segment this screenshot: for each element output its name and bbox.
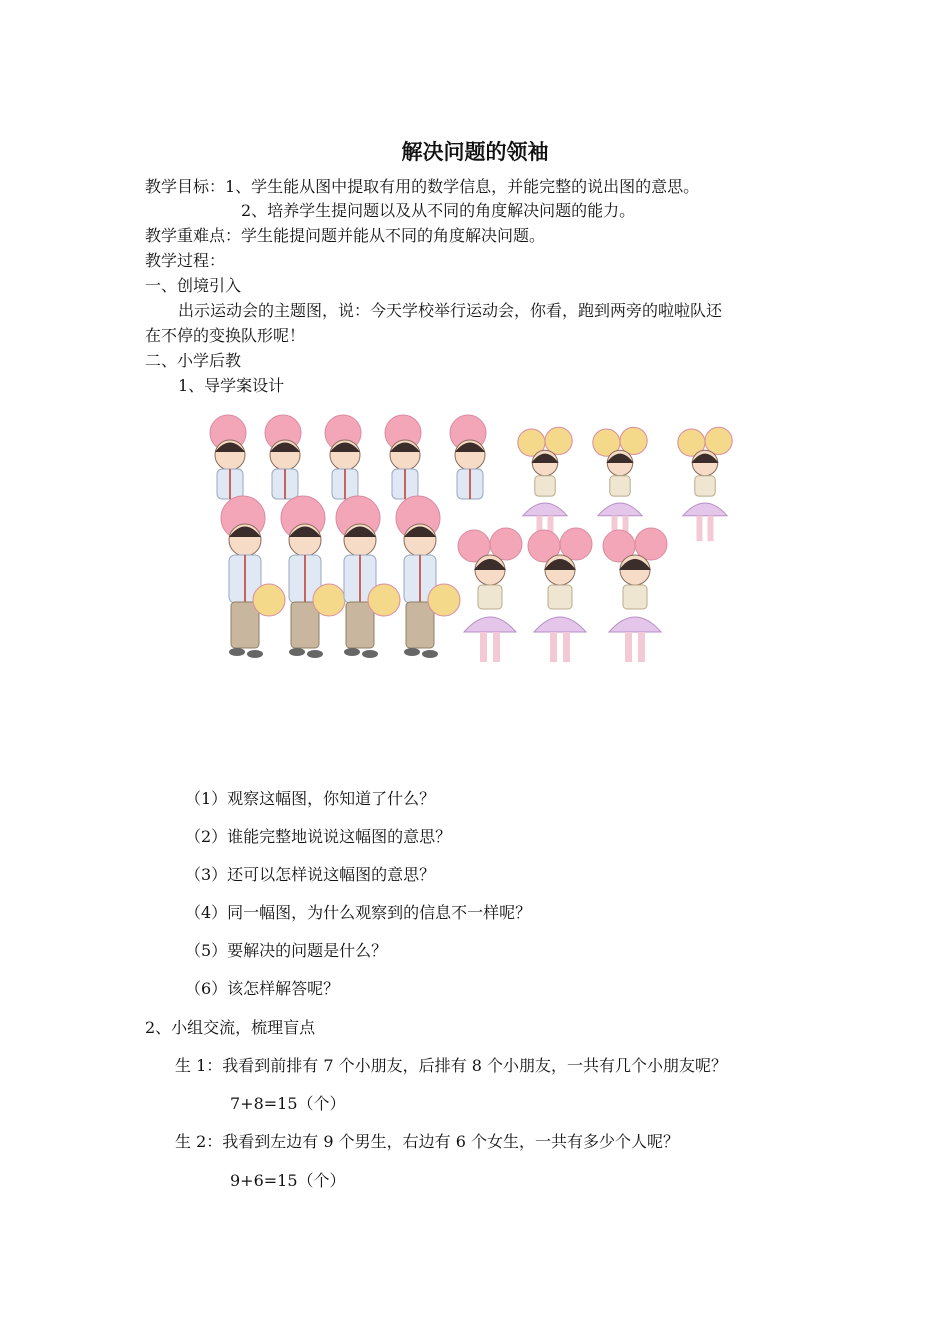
subsection-heading-2: 2、小组交流，梳理盲点 — [145, 1018, 316, 1037]
pompom — [428, 584, 460, 616]
front-boy-3-pants — [346, 602, 374, 648]
front-girl-2-leg — [563, 632, 570, 662]
page-title: 解决问题的领袖 — [401, 140, 549, 164]
student-answer-1: 生 1：我看到前排有 7 个小朋友，后排有 8 个小朋友，一共有几个小朋友呢？ — [175, 1056, 727, 1075]
back-girl-3-top — [695, 476, 715, 496]
pompom — [368, 584, 400, 616]
back-girl-2-top — [610, 476, 630, 496]
section-heading-2: 二、小学后教 — [145, 351, 242, 370]
front-boy-1-pants — [231, 602, 259, 648]
question-6: （6）该怎样解答呢？ — [185, 979, 340, 998]
subsection-heading-1: 1、导学案设计 — [178, 376, 285, 395]
front-boy-1-shoe — [247, 650, 263, 658]
back-girl-3-leg — [708, 516, 714, 542]
back-girl-1-top — [535, 476, 555, 496]
pompom — [490, 528, 522, 560]
question-3: （3）还可以怎样说这幅图的意思？ — [185, 865, 436, 884]
back-girl-1-skirt — [523, 503, 567, 516]
intro-paragraph-line-2: 在不停的变换队形呢！ — [145, 326, 306, 345]
back-girl-2-skirt — [598, 503, 642, 516]
section-heading-1: 一、创境引入 — [145, 276, 242, 295]
front-girl-1-top — [478, 585, 502, 609]
front-boy-1-shoe — [229, 648, 245, 656]
teaching-goal-2: 2、培养学生提问题以及从不同的角度解决问题的能力。 — [241, 201, 636, 220]
front-boy-2-pants — [291, 602, 319, 648]
process-heading: 教学过程： — [145, 251, 226, 270]
front-boy-2-shoe — [289, 648, 305, 656]
front-girl-3-skirt — [609, 617, 661, 632]
front-boy-3-shoe — [362, 650, 378, 658]
pompom — [635, 528, 667, 560]
front-girl-1-leg — [493, 632, 500, 662]
front-boy-4-shoe — [404, 648, 420, 656]
back-girl-3-skirt — [683, 503, 727, 516]
equation-1: 7+8=15（个） — [230, 1094, 346, 1113]
front-girl-2-skirt — [534, 617, 586, 632]
question-5: （5）要解决的问题是什么？ — [185, 941, 388, 960]
question-4: （4）同一幅图，为什么观察到的信息不一样呢？ — [185, 903, 532, 922]
cheerleader-illustration — [200, 405, 770, 735]
front-boy-3-shoe — [344, 648, 360, 656]
front-girl-3-leg — [625, 632, 632, 662]
front-girl-2-leg — [550, 632, 557, 662]
student-answer-2: 生 2：我看到左边有 9 个男生，右边有 6 个女生，一共有多少个人呢？ — [175, 1132, 679, 1151]
front-boy-4-pants — [406, 602, 434, 648]
pompom — [253, 584, 285, 616]
pompom — [313, 584, 345, 616]
question-2: （2）谁能完整地说说这幅图的意思？ — [185, 827, 452, 846]
front-boy-4-shoe — [422, 650, 438, 658]
intro-paragraph-line-1: 出示运动会的主题图，说：今天学校举行运动会，你看，跑到两旁的啦啦队还 — [178, 301, 723, 320]
equation-2: 9+6=15（个） — [230, 1171, 346, 1190]
key-points: 教学重难点：学生能提问题并能从不同的角度解决问题。 — [145, 226, 546, 245]
front-boy-2-shoe — [307, 650, 323, 658]
front-girl-3-leg — [638, 632, 645, 662]
teaching-goal-1: 教学目标：1、学生能从图中提取有用的数学信息，并能完整的说出图的意思。 — [145, 177, 700, 196]
question-1: （1）观察这幅图，你知道了什么？ — [185, 789, 436, 808]
front-girl-1-leg — [480, 632, 487, 662]
front-girl-2-top — [548, 585, 572, 609]
back-girl-3-leg — [697, 516, 703, 542]
front-girl-1-skirt — [464, 617, 516, 632]
front-girl-3-top — [623, 585, 647, 609]
pompom — [560, 528, 592, 560]
